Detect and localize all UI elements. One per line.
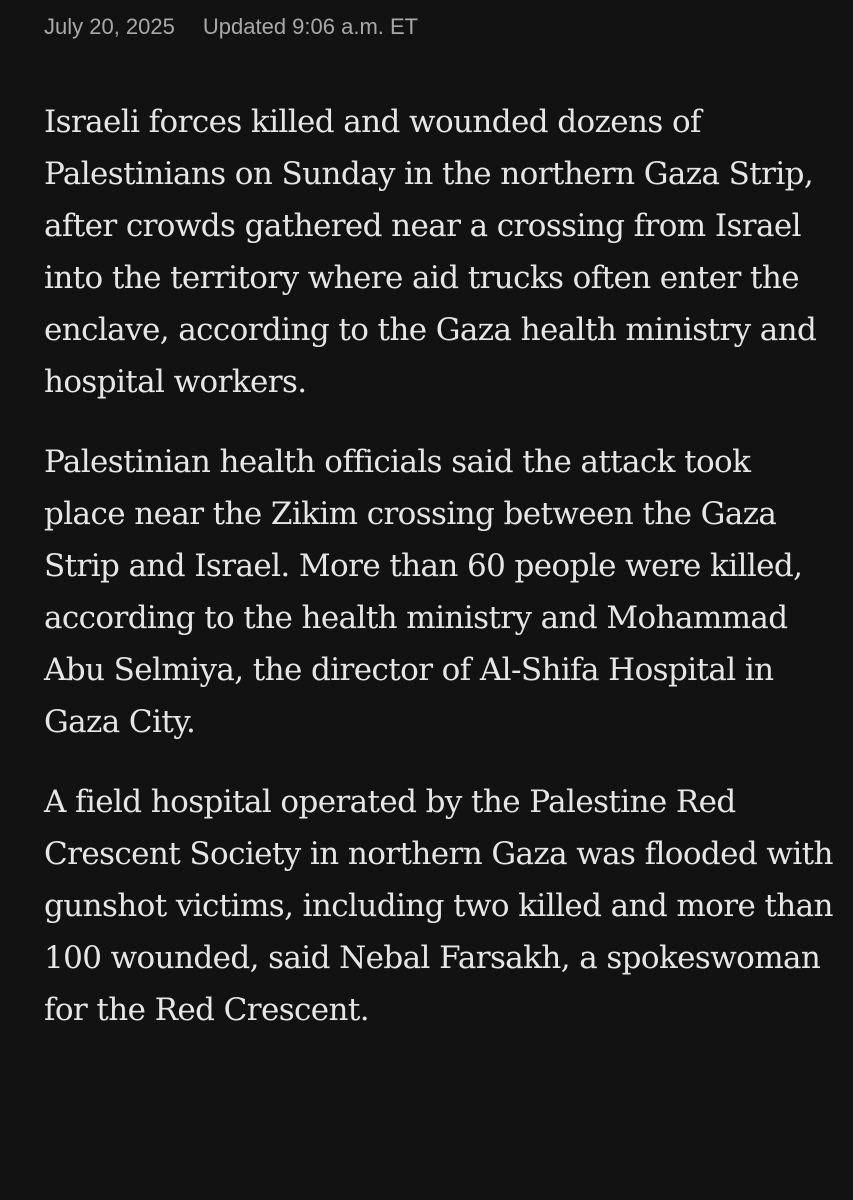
article-paragraph: Palestinian health officials said the attack took place near the Zikim crossing between the Gaza Strip and Israel. More than 60 people were killed, according to the health ministry and Mohammad Abu Selmiya, the director of Al-Shifa Hospital in Gaza City. (44, 444, 803, 740)
updated-timestamp: Updated 9:06 a.m. ET (202, 14, 419, 39)
article-paragraph: Israeli forces killed and wounded dozens of Palestinians on Sunday in the northern Gaza Strip, after crowds gathered near a crossing from Israel into the territory where aid trucks often enter the enclave, according to the Gaza health ministry and hospital workers. (44, 104, 817, 400)
article-body (44, 96, 834, 1064)
article-meta (44, 14, 418, 40)
article-paragraph: A field hospital operated by the Palestine Red Crescent Society in northern Gaza was flooded with gunshot victims, including two killed and more than 100 wounded, said Nebal Farsakh, a spokeswoman for the Red Crescent. (44, 784, 833, 1028)
publish-date: July 20, 2025 (44, 14, 175, 39)
